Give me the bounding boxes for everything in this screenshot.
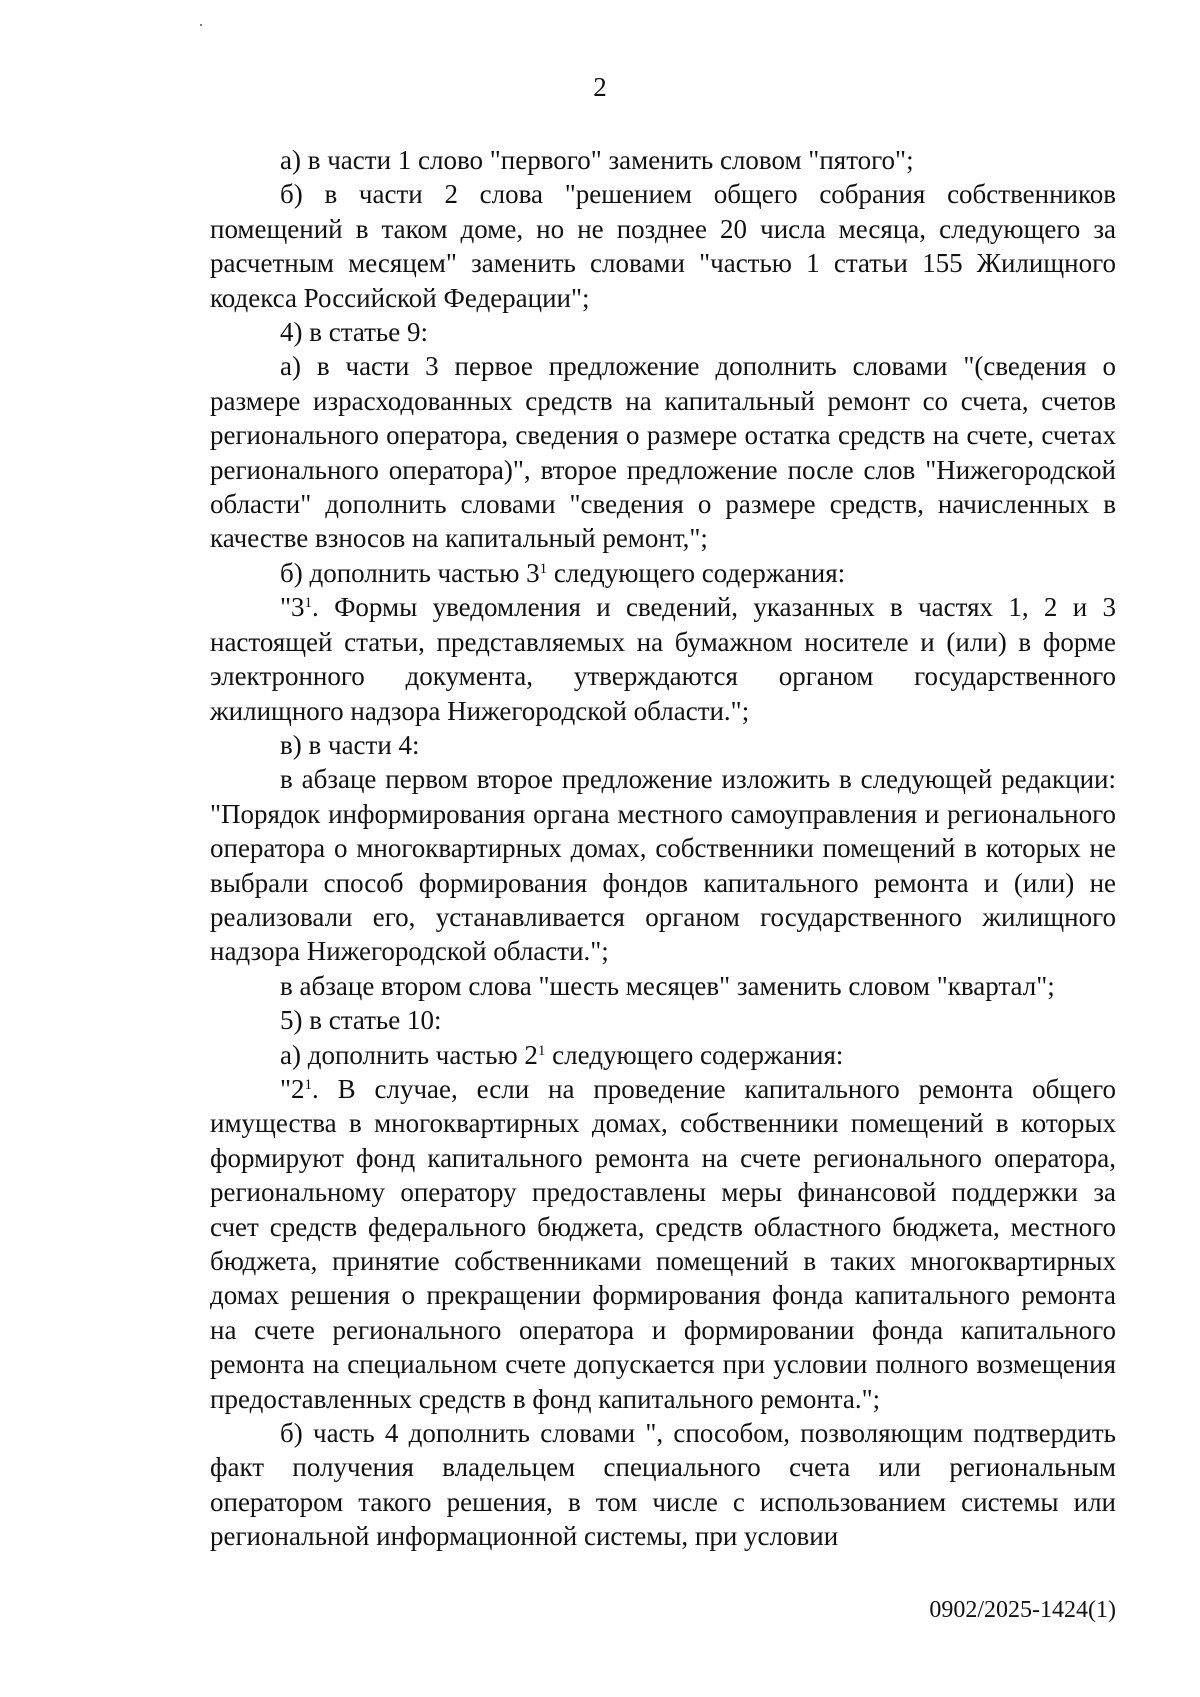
paragraph: [210, 590, 1116, 728]
paragraph: б) часть 4 дополнить словами ", способом, позволяющим подтвердить факт получения владельцем специального счета или региональным оператором такого решения, в том числе с использованием системы или региональной информационной системы, при условии: [210, 1418, 1116, 1552]
paragraph-text: б) дополнить частью 3: [280, 557, 540, 588]
paragraph-text: следующего содержания:: [547, 557, 846, 588]
scan-speck: [200, 24, 202, 26]
paragraph: б) в части 2 слова "решением общего собрания собственников помещений в таком доме, но не позднее 20 числа месяца, следующего за расчетным месяцем" заменить словами "частью 1 статьи 155 Жилищного кодекса Российской Федерации";: [210, 179, 1116, 313]
superscript: 1: [304, 595, 313, 612]
paragraph: [210, 1072, 1116, 1416]
page-number: 2: [593, 72, 607, 102]
paragraph-text: . Формы уведомления и сведений, указанных в частях 1, 2 и 3 настоящей статьи, представляемых на бумажном носителе и (или) в форме электронного документа, утверждаются органом государственного жилищного надзора Нижегородской области.";: [210, 592, 1116, 726]
superscript: 1: [304, 1076, 313, 1093]
paragraph-text: а) дополнить частью 2: [280, 1039, 538, 1070]
superscript: 1: [539, 560, 548, 577]
paragraph: в абзаце втором слова "шесть месяцев" заменить словом "квартал";: [280, 970, 1055, 1001]
document-code: 0902/2025-1424(1): [929, 1597, 1116, 1623]
paragraph-text: . В случае, если на проведение капитального ремонта общего имущества в многоквартирных домах, собственники помещений в которых формируют фонд капитального ремонта на счете регионального оператора, региональному оператору предоставлены меры финансовой поддержки за счет средств федерального бюджета, средств областного бюджета, местного бюджета, принятие собственниками помещений в таких многоквартирных домах решения о прекращении формирования фонда капитального ремонта на счете регионального оператора и формировании фонда капитального ремонта на специальном счете допускается при условии полного возмещения предоставленных средств в фонд капитального ремонта.";: [210, 1073, 1116, 1414]
paragraph: [210, 556, 1116, 590]
document-body: [210, 143, 1116, 1554]
superscript: 1: [537, 1042, 546, 1059]
paragraph: [210, 1038, 1116, 1072]
paragraph-text: "3: [280, 592, 305, 623]
paragraph: 4) в статье 9:: [280, 317, 428, 348]
paragraph: а) в части 1 слово "первого" заменить словом "пятого";: [280, 145, 914, 175]
paragraph: 5) в статье 10:: [280, 1005, 442, 1036]
paragraph: в) в части 4:: [280, 729, 420, 760]
paragraph: а) в части 3 первое предложение дополнить словами "(сведения о размере израсходованных средств на капитальный ремонт со счета, счетов регионального оператора, сведения о размере остатка средств на счете, счетах регионального оператора)", второе предложение после слов "Нижегородской области" дополнить словами "сведения о размере средств, начисленных в качестве взносов на капитальный ремонт,";: [210, 351, 1116, 554]
paragraph: в абзаце первом второе предложение изложить в следующей редакции: "Порядок информирования органа местного самоуправления и регионального оператора о многоквартирных домах, собственники помещений в которых не выбрали способ формирования фондов капитального ремонта и (или) не реализовали его, устанавливается органом государственного жилищного надзора Нижегородской области.";: [210, 764, 1116, 967]
paragraph-text: "2: [280, 1073, 305, 1104]
paragraph-text: следующего содержания:: [545, 1039, 844, 1070]
